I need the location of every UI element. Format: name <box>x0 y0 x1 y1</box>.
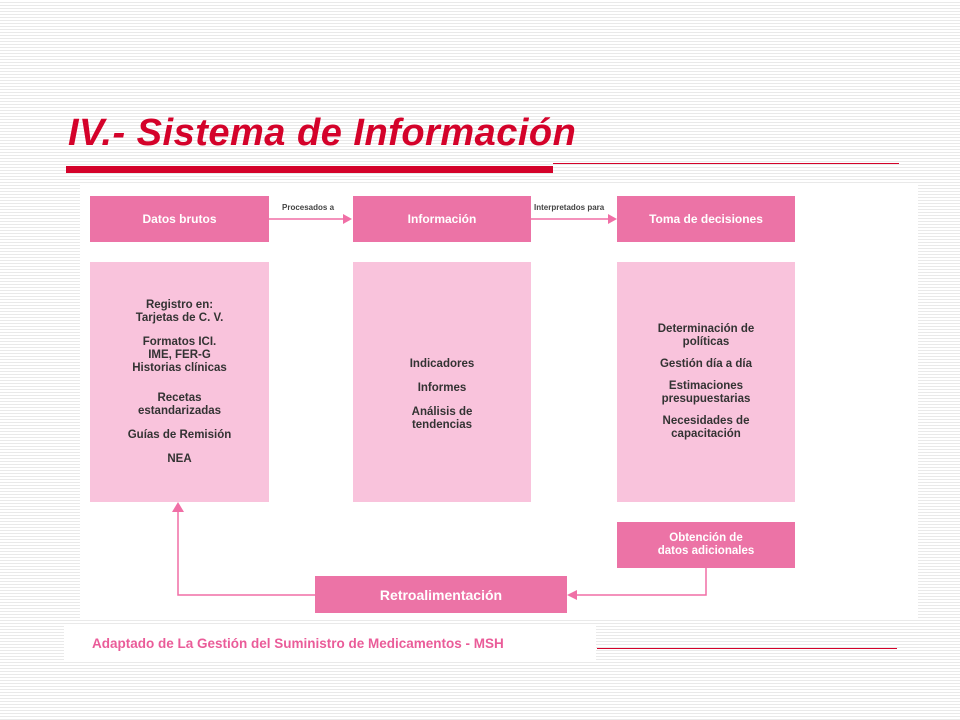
raw-item-registro: Registro en: <box>145 298 214 311</box>
arrow-label-interpreted: Interpretados para <box>534 203 605 212</box>
raw-item-nea: NEA <box>167 452 192 465</box>
info-item-informes: Informes <box>417 382 467 394</box>
dec-item-determinacion: Determinación de <box>657 323 755 335</box>
source-caption-box <box>64 625 596 661</box>
dec-item-gestion: Gestión día a día <box>659 358 753 370</box>
dec-item-politicas: políticas <box>682 336 730 348</box>
extra-line-1: Obtención de <box>669 532 743 544</box>
raw-item-historias: Historias clínicas <box>132 361 227 374</box>
raw-item-recetas: Recetas <box>157 391 202 404</box>
arrow-feedback-to-raw-head <box>172 502 184 512</box>
header-information: Información <box>353 196 531 242</box>
extra-line-2: datos adicionales <box>657 545 755 557</box>
footer-rule <box>597 648 897 649</box>
info-item-analisis: Análisis de <box>411 406 473 418</box>
source-caption: Adaptado de La Gestión del Suministro de Medicamentos - MSH <box>92 635 504 651</box>
arrow-extra-to-feedback-line <box>575 568 706 595</box>
slide-title: IV.- Sistema de Información <box>68 112 577 154</box>
arrow-label-processed: Procesados a <box>282 203 335 212</box>
info-item-tendencias: tendencias <box>411 419 473 431</box>
dec-item-estimaciones: Estimaciones <box>668 380 744 392</box>
arrow-extra-to-feedback-head <box>567 590 577 600</box>
box-feedback: Retroalimentación <box>315 576 567 613</box>
raw-item-ime: IME, FER-G <box>148 348 211 361</box>
box-information <box>353 262 531 502</box>
box-decisions <box>617 262 795 502</box>
box-raw-data <box>90 262 269 502</box>
header-raw-data: Datos brutos <box>90 196 269 242</box>
arrow-feedback-to-raw-line <box>178 510 315 595</box>
raw-item-tarjetas: Tarjetas de C. V. <box>135 311 224 324</box>
arrow-processed-head <box>343 214 352 224</box>
dec-item-necesidades: Necesidades de <box>662 415 750 427</box>
raw-item-guias: Guías de Remisión <box>127 428 232 441</box>
box-additional-data <box>617 522 795 568</box>
info-item-indicadores: Indicadores <box>409 358 475 370</box>
raw-item-formatos: Formatos ICI. <box>142 335 217 348</box>
arrow-interpreted-head <box>608 214 617 224</box>
dec-item-capacitacion: capacitación <box>671 428 741 440</box>
dec-item-presupuestarias: presupuestarias <box>661 393 751 405</box>
raw-item-estandarizadas: estandarizadas <box>137 404 222 417</box>
header-decisions: Toma de decisiones <box>617 196 795 242</box>
